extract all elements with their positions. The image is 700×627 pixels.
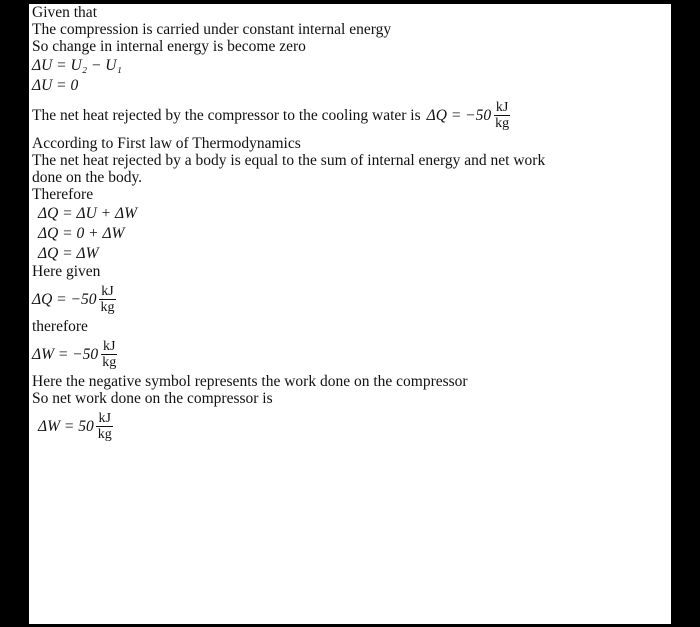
unit-denominator: kg — [102, 354, 117, 370]
equation-2: ΔQ = 0 + ΔW — [38, 224, 125, 242]
solution-text — [29, 4, 671, 445]
delta-w-result — [32, 335, 671, 373]
net-heat-equation: ΔQ = −50 — [426, 106, 492, 124]
therefore-line-2: therefore — [32, 318, 88, 335]
unit-fraction — [100, 339, 118, 370]
net-heat-body-line-1: The net heat rejected by a body is equal to the sum of internal energy and net work — [32, 152, 546, 169]
compression-line: The compression is carried under constant internal energy — [32, 21, 392, 38]
delta-q-given — [32, 280, 671, 318]
unit-numerator: kJ — [98, 410, 111, 426]
unit-fraction — [493, 100, 511, 131]
unit-fraction — [96, 411, 114, 442]
net-heat-line — [32, 95, 671, 135]
negative-symbol-line: Here the negative symbol represents the work done on the compressor — [32, 373, 468, 390]
delta-w-final — [32, 407, 671, 445]
document-page — [29, 4, 671, 624]
delta-w-equation: ΔW = −50 — [32, 345, 99, 363]
so-net-work-line: So net work done on the compressor is — [32, 390, 273, 407]
equation-3: ΔQ = ΔW — [38, 244, 99, 262]
unit-fraction — [98, 284, 116, 315]
delta-q-equation: ΔQ = −50 — [32, 290, 97, 308]
unit-numerator: kJ — [101, 283, 114, 299]
unit-denominator: kg — [495, 115, 510, 131]
unit-denominator: kg — [97, 426, 112, 442]
given-that-line: Given that — [32, 4, 97, 21]
unit-numerator: kJ — [495, 99, 509, 115]
unit-numerator: kJ — [102, 338, 116, 354]
therefore-line-1: Therefore — [32, 186, 94, 203]
according-line: According to First law of Thermodynamics — [32, 135, 301, 152]
delta-u-definition: ΔU = U₂ − U₁ — [32, 56, 122, 74]
net-heat-body-line-2: done on the body. — [32, 169, 143, 186]
so-change-line: So change in internal energy is become zero — [32, 38, 306, 55]
unit-denominator: kg — [100, 299, 115, 315]
equation-1: ΔQ = ΔU + ΔW — [38, 204, 138, 222]
net-heat-text: The net heat rejected by the compressor to the cooling water is — [32, 106, 421, 124]
delta-u-zero: ΔU = 0 — [32, 76, 79, 94]
here-given-line: Here given — [32, 263, 101, 280]
delta-w-final-equation: ΔW = 50 — [38, 417, 94, 435]
